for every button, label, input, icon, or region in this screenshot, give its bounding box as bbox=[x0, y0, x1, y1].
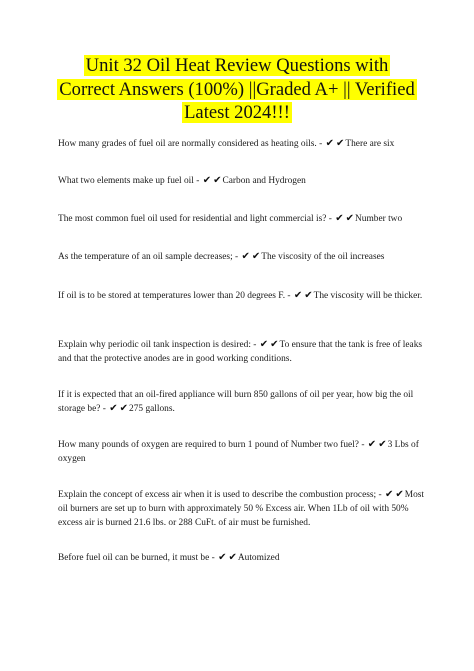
separator: - bbox=[326, 214, 335, 224]
separator: - bbox=[316, 139, 325, 149]
check-mark-icon: ✔ bbox=[241, 251, 250, 262]
question-text: Explain the concept of excess air when it is used to describe the combustion process; bbox=[58, 490, 377, 500]
document-title bbox=[40, 54, 434, 125]
check-mark-icon: ✔ bbox=[213, 175, 222, 186]
check-mark-icon: ✔ bbox=[251, 251, 261, 262]
check-mark-icon: ✔ bbox=[228, 552, 237, 563]
qa-item bbox=[58, 338, 426, 366]
check-mark-icon: ✔ bbox=[395, 489, 404, 500]
separator: - bbox=[358, 440, 367, 450]
qa-item bbox=[58, 289, 426, 303]
question-text: What two elements make up fuel oil bbox=[58, 176, 194, 186]
title-line: Latest 2024!!! bbox=[184, 102, 290, 123]
check-mark-icon: ✔ bbox=[270, 339, 279, 350]
question-text: Before fuel oil can be burned, it must be bbox=[58, 553, 210, 563]
separator: - bbox=[209, 553, 218, 563]
check-mark-icon: ✔ bbox=[109, 403, 118, 415]
check-mark-icon: ✔ bbox=[335, 138, 345, 149]
check-mark-icon: ✔ bbox=[218, 552, 227, 563]
check-mark-icon: ✔ bbox=[384, 489, 394, 500]
check-mark-icon: ✔ bbox=[119, 403, 129, 415]
question-text: How many pounds of oxygen are required to burn 1 pound of Number two fuel? bbox=[58, 440, 359, 450]
answer-text: 3 Lbs of oxygen bbox=[58, 440, 419, 465]
question-text: If oil is to be stored at temperatures lower than 20 degrees F. bbox=[58, 291, 286, 301]
check-mark-icon: ✔ bbox=[259, 339, 269, 350]
separator: - bbox=[285, 291, 293, 301]
question-text: As the temperature of an oil sample decreases; bbox=[58, 252, 233, 262]
check-mark-icon: ✔ bbox=[345, 213, 355, 224]
separator: - bbox=[100, 404, 109, 415]
qa-item bbox=[58, 212, 426, 226]
separator: - bbox=[250, 340, 259, 350]
question-text: Explain why periodic oil tank inspection is desired: bbox=[58, 340, 251, 350]
question-text: How many grades of fuel oil are normally considered as heating oils. bbox=[58, 139, 317, 149]
answer-text: The viscosity will be thicker. bbox=[313, 291, 423, 301]
qa-item bbox=[58, 551, 426, 565]
separator: - bbox=[193, 176, 202, 186]
answer-text: Number two bbox=[355, 214, 403, 224]
qa-item bbox=[58, 388, 426, 416]
check-mark-icon: ✔ bbox=[367, 439, 377, 450]
check-mark-icon: ✔ bbox=[293, 290, 303, 301]
title-line: Unit 32 Oil Heat Review Questions with bbox=[85, 55, 389, 76]
answer-text: Automized bbox=[237, 553, 280, 563]
separator: - bbox=[376, 490, 384, 500]
check-mark-icon: ✔ bbox=[378, 439, 387, 450]
check-mark-icon: ✔ bbox=[304, 290, 313, 301]
qa-item bbox=[58, 438, 426, 466]
answer-text: The viscosity of the oil increases bbox=[261, 252, 385, 262]
qa-item bbox=[58, 174, 426, 188]
qa-item bbox=[58, 137, 426, 151]
answer-text: Most oil burners are set up to burn with approximately 50 % Excess air. When 1Lb of oil with 50% excess air is burned 21.6 lbs. or 288 CuFt. of air must be furnished. bbox=[58, 490, 425, 529]
check-mark-icon: ✔ bbox=[335, 213, 344, 224]
answer-text: There are six bbox=[345, 139, 395, 149]
question-text: If it is expected that an oil-fired appliance will burn 850 gallons of oil per year, how big the oil storage be? bbox=[58, 390, 414, 415]
title-line: Correct Answers (100%) ||Graded A+ || Verified bbox=[59, 78, 415, 100]
qa-item bbox=[58, 250, 426, 264]
separator: - bbox=[232, 252, 241, 262]
check-mark-icon: ✔ bbox=[325, 138, 334, 149]
check-mark-icon: ✔ bbox=[202, 175, 212, 186]
question-text: The most common fuel oil used for residential and light commercial is? bbox=[58, 214, 327, 224]
answer-text: 275 gallons. bbox=[129, 404, 175, 415]
qa-item bbox=[58, 488, 426, 531]
answer-text: Carbon and Hydrogen bbox=[222, 176, 306, 186]
answer-text: To ensure that the tank is free of leaks and that the protective anodes are in good working conditions. bbox=[58, 340, 423, 365]
